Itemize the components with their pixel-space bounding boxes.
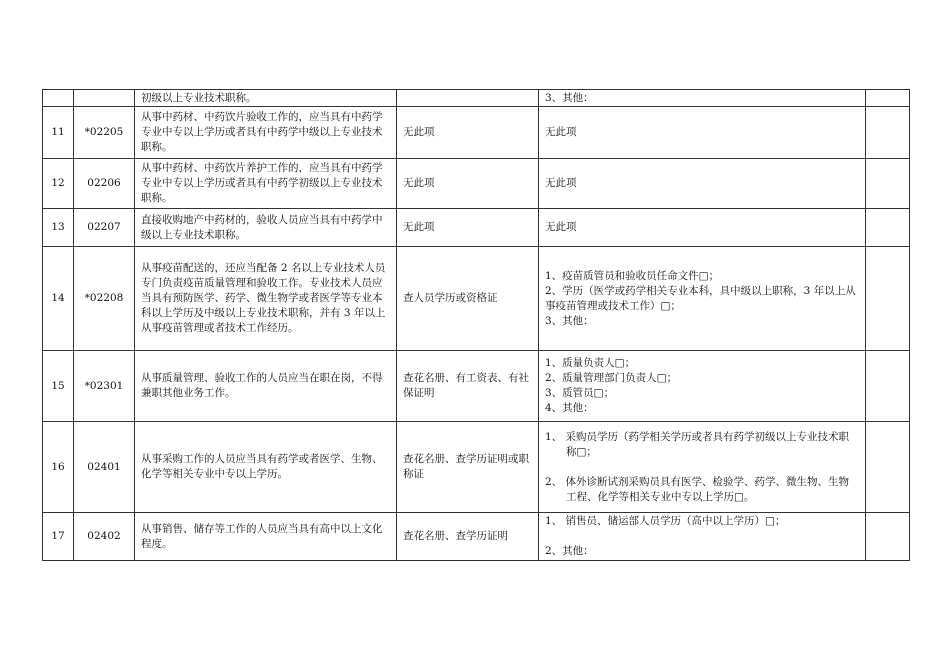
materials-line: 无此项: [545, 221, 577, 233]
materials-cell: [539, 209, 866, 247]
materials-cell: [539, 422, 866, 513]
remarks-cell: [866, 107, 910, 159]
remarks-cell: [866, 422, 910, 513]
materials-line: 2、其他：: [545, 545, 594, 557]
item-number: 13: [43, 209, 74, 247]
remarks-cell: [866, 513, 910, 561]
materials-line: 3、其他：: [545, 91, 594, 104]
remarks-cell: [866, 159, 910, 209]
materials-line: 1、质量负责人□；: [545, 357, 636, 369]
requirement-text: 直接收购地产中药材的，验收人员应当具有中药学中级以上专业技术职称。: [135, 209, 397, 247]
table-row: [43, 107, 910, 159]
inspection-table: [42, 89, 910, 561]
materials-line: 2、学历（医学或药学相关专业本科，具中级以上职称，3 年以上从事疫苗管理或技术工作）□；: [545, 284, 856, 312]
table-row: [43, 513, 910, 561]
item-code: [74, 90, 135, 107]
table-row: [43, 422, 910, 513]
requirement-text: 初级以上专业技术职称。: [135, 90, 397, 107]
item-number: 11: [43, 107, 74, 159]
table-row: [43, 159, 910, 209]
materials-line: 1、疫苗质管员和验收员任命文件□；: [545, 269, 720, 282]
item-code: 02402: [74, 513, 135, 561]
materials-line: 3、质管员□；: [545, 387, 615, 399]
requirement-text: 从事中药材、中药饮片养护工作的，应当具有中药学专业中专以上学历或者具有中药学初级以上专业技术职称。: [135, 159, 397, 209]
materials-line: 无此项: [545, 126, 577, 138]
check-method: 查花名册、查学历证明: [397, 513, 539, 561]
item-number: 14: [43, 247, 74, 351]
requirement-text: 从事中药材、中药饮片验收工作的，应当具有中药学专业中专以上学历或者具有中药学中级以上专业技术职称。: [135, 107, 397, 159]
check-method: [397, 90, 539, 107]
table-row: [43, 247, 910, 351]
table-row: [43, 209, 910, 247]
remarks-cell: [866, 247, 910, 351]
materials-cell: [539, 247, 866, 351]
materials-cell: [539, 159, 866, 209]
materials-line: 2、 体外诊断试剂采购员具有医学、检验学、药学、微生物、生物工程、化学等相关专业中专以上学历□。: [545, 475, 850, 503]
item-number: [43, 90, 74, 107]
materials-cell: [539, 90, 866, 107]
materials-line: 3、其他：: [545, 314, 594, 327]
remarks-cell: [866, 90, 910, 107]
remarks-cell: [866, 209, 910, 247]
requirement-text: 从事疫苗配送的，还应当配备 2 名以上专业技术人员专门负责疫苗质量管理和验收工作。专业技术人员应当具有预防医学、药学、微生物学或者医学等专业本科以上学历及中级以上专业技术职称，并有 3 年以上从事疫苗管理或者技术工作经历。: [135, 247, 397, 351]
item-number: 16: [43, 422, 74, 513]
item-code: 02401: [74, 422, 135, 513]
requirement-text: 从事销售、储存等工作的人员应当具有高中以上文化程度。: [135, 513, 397, 561]
item-number: 17: [43, 513, 74, 561]
item-number: 12: [43, 159, 74, 209]
materials-line: 4、其他：: [545, 402, 594, 414]
table-row: [43, 90, 910, 107]
item-number: 15: [43, 351, 74, 422]
check-method: 查花名册、查学历证明或职称证: [397, 422, 539, 513]
materials-line: 1、 销售员、储运部人员学历（高中以上学历）□；: [545, 515, 786, 527]
check-method: 无此项: [397, 209, 539, 247]
item-code: *02205: [74, 107, 135, 159]
check-method: 无此项: [397, 159, 539, 209]
item-code: *02208: [74, 247, 135, 351]
materials-line: 2、质量管理部门负责人□；: [545, 372, 678, 384]
item-code: 02206: [74, 159, 135, 209]
materials-line: 无此项: [545, 177, 577, 189]
requirement-text: 从事采购工作的人员应当具有药学或者医学、生物、化学等相关专业中专以上学历。: [135, 422, 397, 513]
check-method: 无此项: [397, 107, 539, 159]
materials-cell: [539, 351, 866, 422]
table-row: [43, 351, 910, 422]
item-code: 02207: [74, 209, 135, 247]
check-method: 查花名册、有工资表、有社保证明: [397, 351, 539, 422]
item-code: *02301: [74, 351, 135, 422]
materials-line: 1、 采购员学历（药学相关学历或者具有药学初级以上专业技术职称□；: [545, 430, 850, 458]
materials-cell: [539, 513, 866, 561]
requirement-text: 从事质量管理、验收工作的人员应当在职在岗，不得兼职其他业务工作。: [135, 351, 397, 422]
remarks-cell: [866, 351, 910, 422]
materials-cell: [539, 107, 866, 159]
check-method: 查人员学历或资格证: [397, 247, 539, 351]
